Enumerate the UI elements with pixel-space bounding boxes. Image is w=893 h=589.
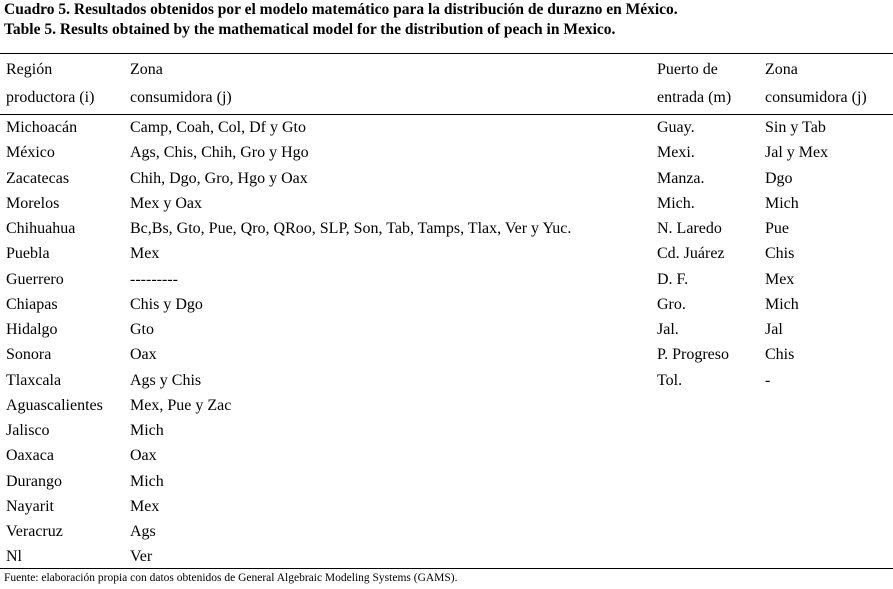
cell-zona-consumidora-m: Sin y Tab: [765, 119, 826, 136]
cell-zona-consumidora-m: Jal: [765, 321, 783, 338]
cell-region: Veracruz: [6, 523, 63, 540]
cell-zona-consumidora: Chih, Dgo, Gro, Hgo y Oax: [130, 170, 308, 187]
header-zona-line2: consumidora (j): [130, 89, 232, 106]
cell-zona-consumidora: Ags, Chis, Chih, Gro y Hgo: [130, 144, 309, 161]
cell-zona-consumidora-m: Chis: [765, 245, 795, 262]
header-region-line1: Región: [6, 61, 53, 78]
cell-region: Puebla: [6, 245, 50, 262]
cell-puerto-entrada: Gro.: [657, 296, 686, 313]
cell-zona-consumidora-m: Mich: [765, 296, 799, 313]
title-spanish: Cuadro 5. Resultados obtenidos por el modelo matemático para la distribución de durazno en México.: [4, 1, 678, 18]
cell-zona-consumidora: Mex, Pue y Zac: [130, 397, 232, 414]
table-bottom-rule: [0, 568, 893, 569]
cell-zona-consumidora: Oax: [130, 346, 157, 363]
cell-region: Hidalgo: [6, 321, 58, 338]
cell-puerto-entrada: Mich.: [657, 195, 695, 212]
cell-region: Chiapas: [6, 296, 58, 313]
header-zona-line1: Zona: [130, 61, 163, 78]
cell-region: Durango: [6, 473, 62, 490]
cell-puerto-entrada: N. Laredo: [657, 220, 722, 237]
cell-region: México: [6, 144, 55, 161]
cell-zona-consumidora-m: Chis: [765, 346, 795, 363]
cell-region: Guerrero: [6, 271, 64, 288]
header-puerto-line1: Puerto de: [657, 61, 718, 78]
cell-zona-consumidora-m: Mex: [765, 271, 795, 288]
cell-zona-consumidora: Mex y Oax: [130, 195, 202, 212]
cell-zona-consumidora: Oax: [130, 447, 157, 464]
cell-zona-consumidora: Chis y Dgo: [130, 296, 203, 313]
cell-zona-consumidora: Ags: [130, 523, 156, 540]
cell-puerto-entrada: Cd. Juárez: [657, 245, 725, 262]
cell-puerto-entrada: Jal.: [657, 321, 679, 338]
cell-region: Sonora: [6, 346, 52, 363]
title-english: Table 5. Results obtained by the mathematical model for the distribution of peach in Mexico.: [4, 21, 616, 38]
cell-region: Aguascalientes: [6, 397, 103, 414]
cell-zona-consumidora-m: -: [765, 372, 771, 389]
cell-zona-consumidora: Gto: [130, 321, 154, 338]
cell-region: Oaxaca: [6, 447, 54, 464]
cell-puerto-entrada: Mexi.: [657, 144, 695, 161]
cell-zona-consumidora: Camp, Coah, Col, Df y Gto: [130, 119, 306, 136]
cell-zona-consumidora-m: Mich: [765, 195, 799, 212]
cell-zona-consumidora-m: Dgo: [765, 170, 793, 187]
header-zona2-line1: Zona: [765, 61, 798, 78]
table-header-rule: [0, 114, 893, 115]
cell-puerto-entrada: Tol.: [657, 372, 683, 389]
header-puerto-line2: entrada (m): [657, 89, 732, 106]
cell-zona-consumidora-m: Pue: [765, 220, 789, 237]
cell-zona-consumidora-m: Jal y Mex: [765, 144, 829, 161]
cell-zona-consumidora: Bc,Bs, Gto, Pue, Qro, QRoo, SLP, Son, Tab, Tamps, Tlax, Ver y Yuc.: [130, 220, 572, 237]
cell-zona-consumidora: Mex: [130, 245, 160, 262]
cell-region: Morelos: [6, 195, 60, 212]
cell-zona-consumidora: Mich: [130, 422, 164, 439]
cell-zona-consumidora: Ver: [130, 548, 153, 565]
header-region-line2: productora (i): [6, 89, 95, 106]
cell-region: Nl: [6, 548, 22, 565]
cell-zona-consumidora: Mex: [130, 498, 160, 515]
header-zona2-line2: consumidora (j): [765, 89, 867, 106]
cell-zona-consumidora: Ags y Chis: [130, 372, 202, 389]
cell-zona-consumidora: Mich: [130, 473, 164, 490]
cell-region: Chihuahua: [6, 220, 76, 237]
cell-puerto-entrada: Manza.: [657, 170, 705, 187]
cell-region: Jalisco: [6, 422, 50, 439]
cell-puerto-entrada: Guay.: [657, 119, 695, 136]
cell-zona-consumidora: ---------: [130, 271, 178, 288]
source-note: Fuente: elaboración propia con datos obtenidos de General Algebraic Modeling Systems (GAMS).: [4, 572, 458, 584]
cell-region: Michoacán: [6, 119, 78, 136]
cell-region: Zacatecas: [6, 170, 70, 187]
table-caption: [4, 0, 678, 40]
cell-region: Nayarit: [6, 498, 54, 515]
cell-region: Tlaxcala: [6, 372, 62, 389]
cell-puerto-entrada: D. F.: [657, 271, 689, 288]
cell-puerto-entrada: P. Progreso: [657, 346, 730, 363]
table-top-rule: [0, 53, 893, 54]
